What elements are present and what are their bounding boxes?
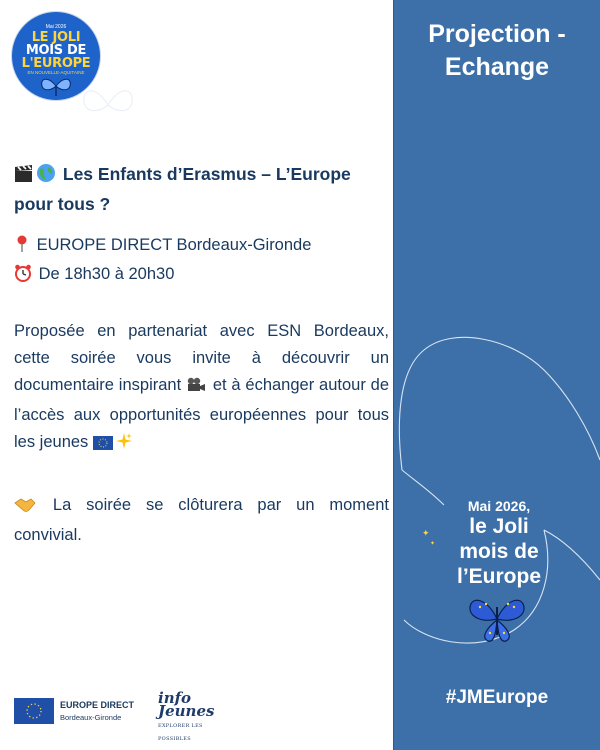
eu-flag-logo-icon <box>14 698 54 724</box>
faint-butterfly-watermark-icon <box>78 80 138 130</box>
sparkle-star-small-icon: ✦ <box>430 541 436 547</box>
joli-line-1: le Joli <box>469 515 529 538</box>
globe-icon <box>36 163 56 191</box>
event-title <box>14 161 389 218</box>
description-text: Proposée en partenariat avec ESN Bordeaux, cette soirée vous invite à découvrir un documentaire inspirant <box>14 322 389 394</box>
badge-line-1: LE JOLI <box>31 30 81 45</box>
event-title-text: Les Enfants d’Erasmus – L’Europe pour tous ? <box>14 164 351 214</box>
sparkles-icon <box>115 432 133 459</box>
clapperboard-icon <box>14 164 34 191</box>
info-jeunes-word-1: info <box>158 689 192 707</box>
info-jeunes-tagline: EXPLORER LES POSSIBLES <box>158 723 203 742</box>
joli-line-2: mois de <box>459 540 539 563</box>
location-text: EUROPE DIRECT Bordeaux-Gironde <box>36 236 312 254</box>
sidebar-panel <box>394 0 600 750</box>
sidebar-heading-line-2: Echange <box>444 53 550 81</box>
time-text: De 18h30 à 20h30 <box>38 265 175 283</box>
europe-direct-sub: Bordeaux-Gironde <box>60 713 122 722</box>
butterfly-icon <box>38 74 74 98</box>
eu-flag-icon <box>93 432 113 459</box>
info-jeunes-logo <box>158 689 215 746</box>
closing-paragraph <box>14 492 389 549</box>
blue-butterfly-icon <box>466 593 528 645</box>
badge-line-3: L'EUROPE <box>21 56 91 71</box>
badge-line-2: MOIS DE <box>25 43 87 58</box>
alarm-clock-icon <box>14 264 32 289</box>
badge-year: Mai 2026 <box>45 24 67 30</box>
location-line <box>14 233 389 260</box>
info-jeunes-word-2: Jeunes <box>158 702 215 720</box>
europe-direct-label: EUROPE DIRECT <box>60 700 135 710</box>
sidebar-heading <box>394 18 600 84</box>
sidebar-heading-line-1: Projection - <box>428 20 566 48</box>
closing-text: La soirée se clôturera par un moment convivial. <box>14 496 389 544</box>
sparkle-star-icon: ✦ <box>422 528 430 538</box>
hashtag: #JMEurope <box>445 687 549 708</box>
pin-icon <box>14 235 30 260</box>
joli-line-3: l’Europe <box>456 565 541 588</box>
joli-mois-title <box>424 514 574 589</box>
movie-camera-icon <box>186 375 206 402</box>
handshake-icon <box>14 495 36 522</box>
joli-mois-date: Mai 2026, <box>467 498 531 514</box>
event-description <box>14 318 389 459</box>
time-line <box>14 262 389 289</box>
badge-sub: EN NOUVELLE-AQUITAINE <box>27 70 85 75</box>
description-cont-text: et à échanger autour de l’accès aux opportunités européennes pour tous les jeunes <box>14 376 389 451</box>
